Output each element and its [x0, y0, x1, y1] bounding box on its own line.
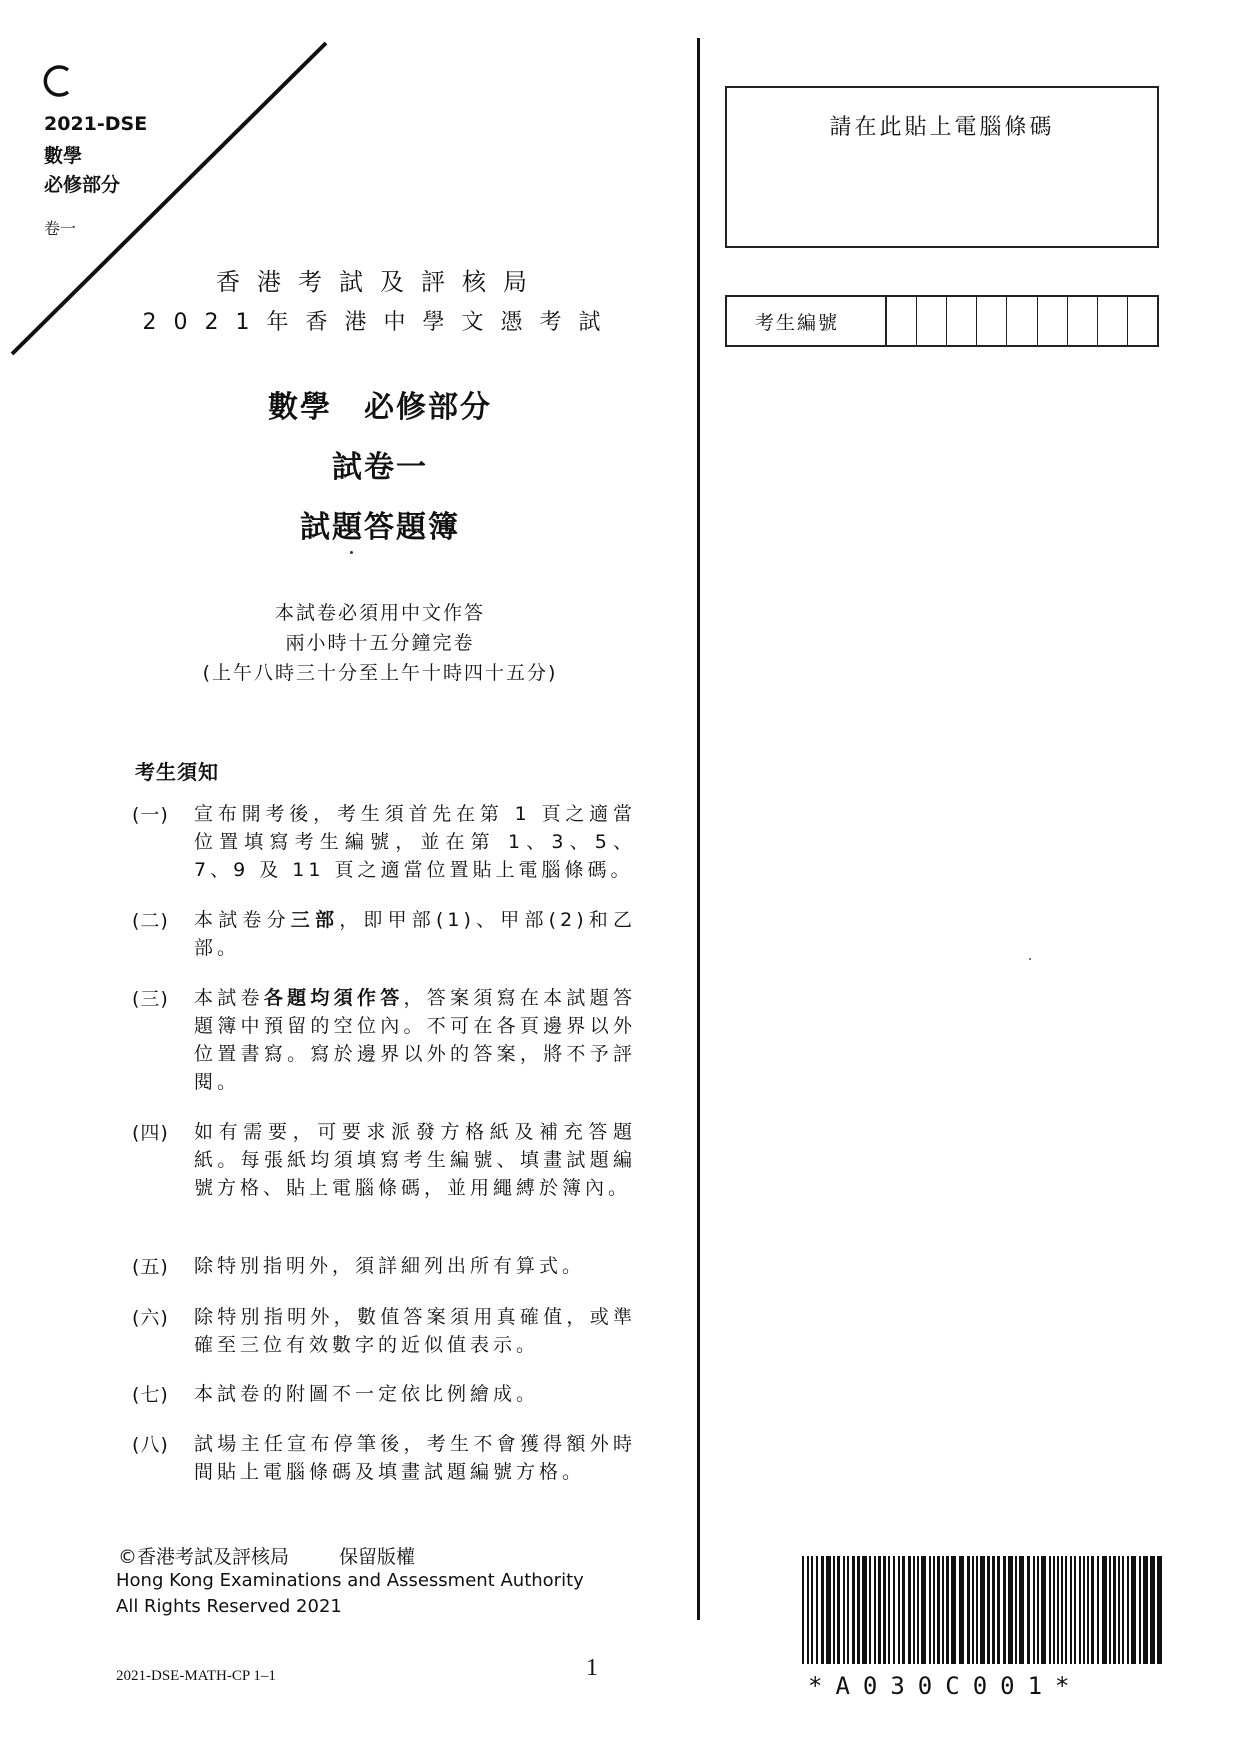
barcode-bar	[937, 1556, 940, 1664]
barcode-bar	[917, 1556, 919, 1664]
barcode-bar	[862, 1556, 867, 1664]
barcode-bar	[1061, 1556, 1063, 1664]
subject-label: 數學	[44, 145, 83, 167]
page-number: 1	[586, 1655, 598, 1681]
instruction-item	[132, 1430, 636, 1486]
instruction-number: (六)	[132, 1307, 169, 1329]
barcode-bar	[929, 1556, 931, 1664]
barcode-bar	[1041, 1556, 1046, 1664]
barcode-bar	[1057, 1556, 1059, 1664]
instruction-number: (五)	[132, 1256, 169, 1278]
barcode-bar	[1150, 1556, 1155, 1664]
instruction-number: (四)	[132, 1122, 169, 1144]
scan-speck	[1029, 958, 1031, 960]
instruction-text: 如有需要，可要求派發方格紙及補充答題紙。每張紙均須填寫考生編號、填畫試題編號方格、貼上電腦條碼，並用繩縛於簿內。	[194, 1121, 636, 1199]
instructions-heading: 考生須知	[135, 760, 219, 784]
instruction-number: (七)	[132, 1384, 169, 1406]
barcode-bar	[1113, 1556, 1116, 1664]
copyright-rights-en: All Rights Reserved 2021	[116, 1596, 342, 1617]
barcode-bar	[997, 1556, 1000, 1664]
barcode-bar	[980, 1556, 985, 1664]
barcode-bar	[826, 1556, 831, 1664]
barcode-bar	[893, 1556, 895, 1664]
barcode-bar	[987, 1556, 990, 1664]
instruction-item	[132, 1118, 636, 1202]
barcode-bar	[1008, 1556, 1013, 1664]
barcode-bar	[816, 1556, 818, 1664]
barcode-bar	[1118, 1556, 1120, 1664]
paper-number-label: 卷一	[44, 219, 77, 238]
candidate-number-cell[interactable]	[1007, 297, 1037, 345]
barcode-bar	[1070, 1556, 1072, 1664]
barcode-icon	[800, 1556, 1164, 1664]
candidate-number-cell[interactable]	[947, 297, 977, 345]
instruction-text: 試場主任宣布停筆後，考生不會獲得額外時間貼上電腦條碼及填畫試題編號方格。	[194, 1433, 636, 1483]
barcode-bar	[1027, 1556, 1030, 1664]
barcode-bar	[1065, 1556, 1067, 1664]
candidate-number-cell[interactable]	[887, 297, 917, 345]
instruction-number: (三)	[132, 988, 169, 1010]
candidate-number-cell[interactable]	[917, 297, 947, 345]
barcode-text: *A030C001*	[808, 1672, 1083, 1700]
instruction-text: 除特別指明外，數值答案須用真確值，或準確至三位有效數字的近似值表示。	[194, 1306, 636, 1356]
barcode-bar	[807, 1556, 809, 1664]
barcode-bar	[1019, 1556, 1024, 1664]
barcode-bar	[1097, 1556, 1099, 1664]
instruction-item	[132, 984, 636, 1096]
barcode-bar	[951, 1556, 956, 1664]
barcode-bar	[967, 1556, 970, 1664]
barcode-bar	[857, 1556, 860, 1664]
component-label: 必修部分	[44, 174, 121, 196]
barcode-bar	[1091, 1556, 1094, 1664]
exam-name: 2021年香港中學文憑考試	[142, 310, 618, 335]
barcode-bar	[992, 1556, 995, 1664]
barcode-bar	[1015, 1556, 1017, 1664]
barcode-sticker-label: 請在此貼上電腦條碼	[829, 115, 1055, 140]
barcode-bar	[933, 1556, 935, 1664]
booklet-title: 試題答題簿	[300, 510, 460, 545]
barcode-bar	[1083, 1556, 1085, 1664]
paper-title: 試卷一	[332, 450, 428, 485]
barcode-bar	[1053, 1556, 1055, 1664]
barcode-bar	[821, 1556, 824, 1664]
barcode-bar	[811, 1556, 813, 1664]
candidate-number-cell[interactable]	[1098, 297, 1128, 345]
barcode-bar	[1037, 1556, 1039, 1664]
candidate-number-field	[725, 295, 1159, 347]
authority-name: 香港考試及評核局	[216, 268, 544, 296]
candidate-number-cell[interactable]	[1068, 297, 1098, 345]
barcode-bar	[802, 1556, 804, 1664]
barcode-bar	[1102, 1556, 1107, 1664]
copyright-authority-en: Hong Kong Examinations and Assessment Authority	[116, 1570, 584, 1591]
barcode-bar	[921, 1556, 926, 1664]
instruction-number: (二)	[132, 910, 169, 932]
instruction-number: (八)	[132, 1434, 169, 1456]
barcode-bar	[1157, 1556, 1162, 1664]
paper-year-label: 2021-DSE	[44, 113, 148, 135]
page-divider	[697, 38, 700, 1620]
barcode-bar	[837, 1556, 840, 1664]
barcode-bar	[1033, 1556, 1035, 1664]
candidate-number-label: 考生編號	[727, 297, 887, 345]
barcode-bar	[883, 1556, 886, 1664]
language-note: 本試卷必須用中文作答	[274, 602, 485, 624]
barcode-bar	[888, 1556, 890, 1664]
barcode-bar	[902, 1556, 905, 1664]
barcode-bar	[1139, 1556, 1141, 1664]
instruction-item	[132, 1380, 636, 1408]
barcode-bar	[852, 1556, 855, 1664]
barcode-bar	[869, 1556, 871, 1664]
instruction-text: 宣布開考後，考生須首先在第 1 頁之適當位置填寫考生編號，並在第 1、3、5、7、9 及 11 頁之適當位置貼上電腦條碼。	[194, 803, 636, 881]
barcode-bar	[874, 1556, 876, 1664]
page-title: 數學 必修部分	[268, 390, 492, 425]
barcode-bar	[1127, 1556, 1129, 1664]
barcode-bar	[942, 1556, 944, 1664]
candidate-number-cell[interactable]	[1038, 297, 1068, 345]
barcode-bar	[972, 1556, 974, 1664]
instruction-text: 本試卷的附圖不一定依比例繪成。	[194, 1383, 540, 1405]
instruction-item	[132, 1303, 636, 1359]
instruction-number: (一)	[132, 804, 169, 826]
instruction-item	[132, 906, 636, 962]
candidate-number-cell[interactable]	[977, 297, 1007, 345]
barcode-bar	[959, 1556, 964, 1664]
instruction-item	[132, 1252, 636, 1280]
barcode-bar	[1143, 1556, 1148, 1664]
time-note: (上午八時三十分至上午十時四十五分)	[202, 662, 558, 684]
instruction-text: 除特別指明外，須詳細列出所有算式。	[194, 1255, 586, 1277]
barcode-bar	[1079, 1556, 1081, 1664]
instruction-text: 本試卷各題均須作答，答案須寫在本試題答題簿中預留的空位內。不可在各頁邊界以外位置書寫。寫於邊界以外的答案，將不予評閱。	[194, 987, 636, 1093]
candidate-number-cell[interactable]	[1128, 297, 1157, 345]
paper-code: 2021-DSE-MATH-CP 1–1	[116, 1668, 276, 1684]
barcode-bar	[898, 1556, 900, 1664]
barcode-bar	[833, 1556, 835, 1664]
barcode-bar	[843, 1556, 845, 1664]
barcode-bar	[976, 1556, 978, 1664]
scan-speck	[350, 551, 353, 554]
barcode-bar	[1131, 1556, 1136, 1664]
barcode-bar	[1087, 1556, 1089, 1664]
barcode-bar	[1003, 1556, 1006, 1664]
barcode-bar	[1074, 1556, 1076, 1664]
duration-note: 兩小時十五分鐘完卷	[285, 632, 475, 654]
barcode-bar	[913, 1556, 915, 1664]
barcode-sticker-box	[725, 86, 1159, 248]
barcode-bar	[878, 1556, 881, 1664]
barcode-bar	[1109, 1556, 1111, 1664]
barcode-bar	[946, 1556, 949, 1664]
barcode-bar	[1122, 1556, 1124, 1664]
barcode-bar	[847, 1556, 849, 1664]
barcode-bar	[1049, 1556, 1051, 1664]
instruction-text: 本試卷分三部，即甲部(1)、甲部(2)和乙部。	[194, 909, 636, 959]
barcode-bar	[908, 1556, 911, 1664]
copyright-notice-zh: ©香港考試及評核局 保留版權	[118, 1546, 416, 1568]
instruction-item	[132, 800, 636, 884]
